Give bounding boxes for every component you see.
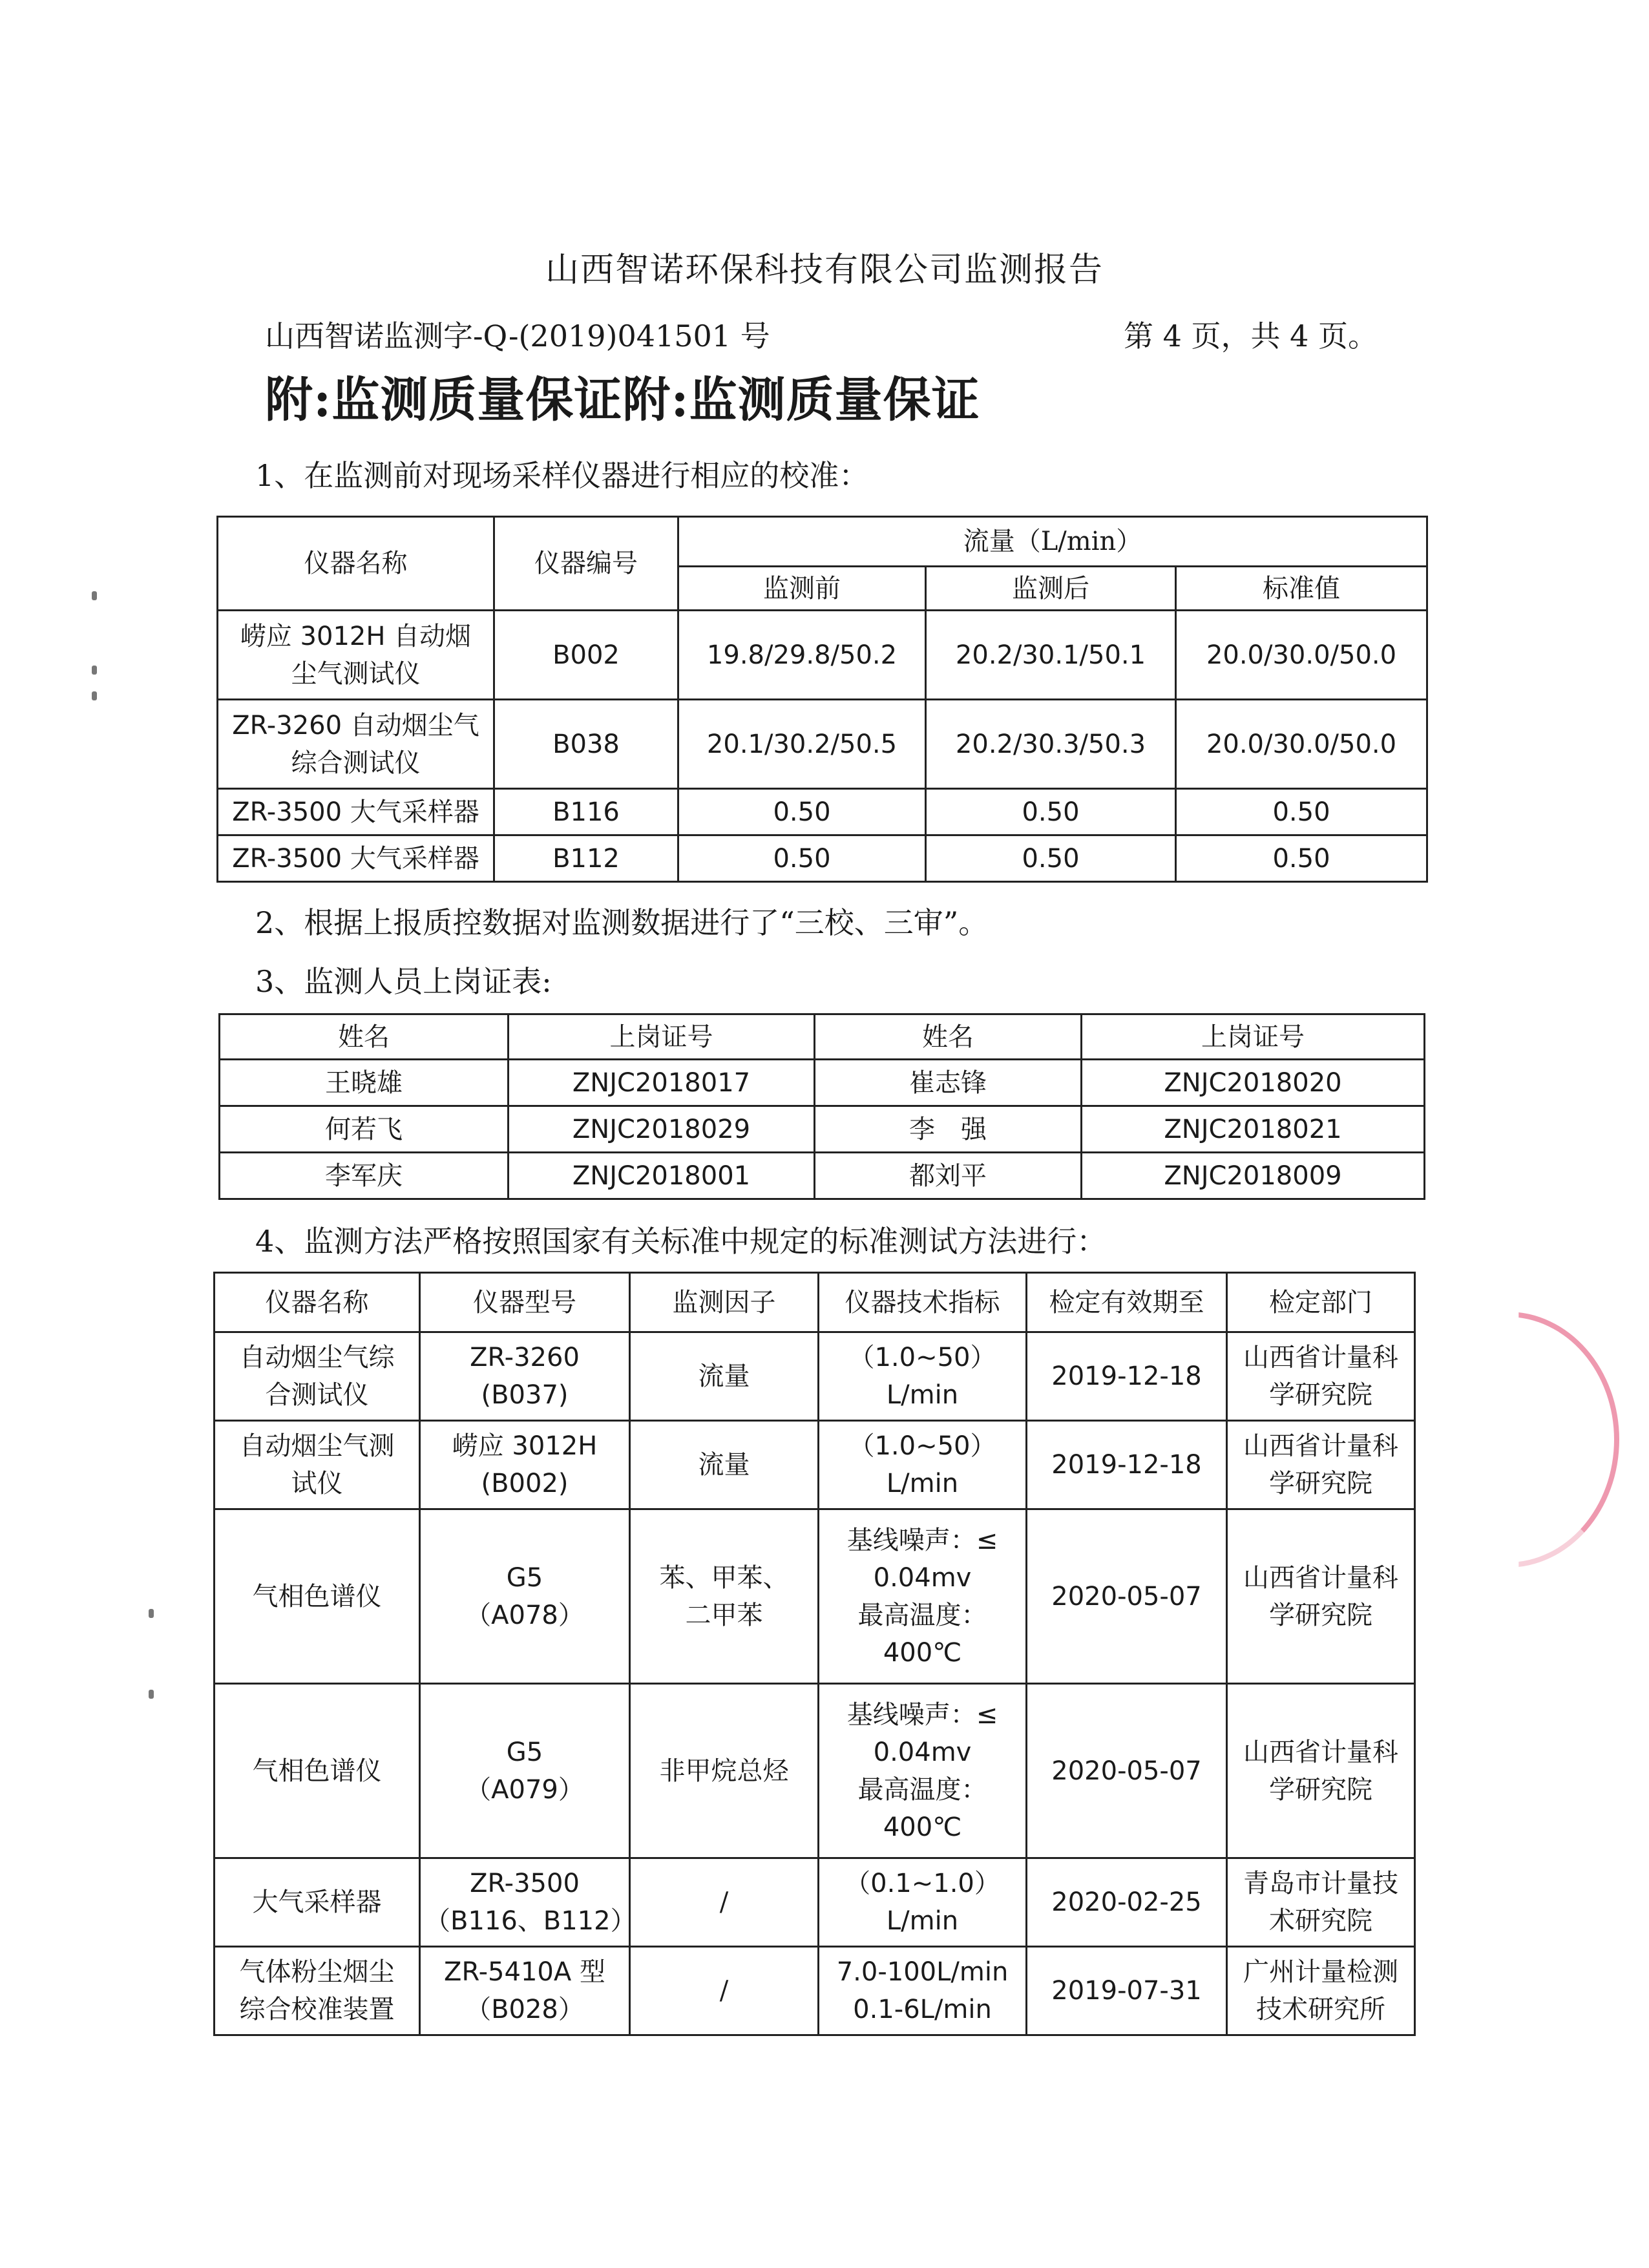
equip-spec-line: L/min	[886, 1469, 959, 1498]
equip-spec-line: 400℃	[883, 1812, 962, 1842]
equip-factor-line: /	[719, 1976, 729, 2006]
equip-factor	[630, 1684, 819, 1858]
cal-before: 19.8/29.8/50.2	[678, 611, 926, 700]
cal-before: 0.50	[678, 789, 926, 835]
equip-header-dept: 检定部门	[1227, 1273, 1415, 1332]
equip-spec-line: 0.04mv	[873, 1562, 972, 1593]
equip-valid	[1027, 1684, 1227, 1858]
cal-code: B112	[494, 835, 678, 882]
equip-valid-line: 2020-02-25	[1051, 1887, 1202, 1917]
equip-dept	[1227, 1332, 1415, 1421]
report-title: 山西智诺环保科技有限公司监测报告	[545, 251, 1104, 289]
equip-valid	[1027, 1858, 1227, 1947]
equip-spec-line: 400℃	[883, 1637, 962, 1668]
equip-dept-line: 山西省计量科	[1243, 1343, 1398, 1372]
staff-cert: ZNJC2018001	[509, 1153, 815, 1199]
equipment-header-row	[215, 1273, 1415, 1332]
equip-dept-line: 学研究院	[1269, 1380, 1372, 1410]
equip-dept-line: 山西省计量科	[1243, 1431, 1398, 1461]
equip-spec-line: （0.1~1.0）	[845, 1869, 1000, 1898]
equip-factor	[630, 1332, 819, 1421]
section2-text: 2、根据上报质控数据对监测数据进行了“三校、三审”。	[255, 905, 989, 940]
table-row	[218, 611, 1427, 700]
equip-dept-line: 山西省计量科	[1243, 1562, 1398, 1593]
staff-cert: ZNJC2018009	[1082, 1153, 1425, 1199]
cal-after: 0.50	[926, 789, 1176, 835]
equip-spec-line: 0.04mv	[873, 1737, 972, 1767]
equip-dept	[1227, 1947, 1415, 2035]
equip-valid-line: 2019-12-18	[1051, 1361, 1202, 1391]
equip-header-factor: 监测因子	[630, 1273, 819, 1332]
staff-header-row	[220, 1014, 1425, 1060]
equip-header-spec: 仪器技术指标	[819, 1273, 1027, 1332]
equip-dept	[1227, 1684, 1415, 1858]
cal-name-line: 尘气测试仪	[291, 658, 421, 689]
cal-standard: 20.0/30.0/50.0	[1176, 611, 1427, 700]
equip-factor-line: 流量	[698, 1361, 750, 1391]
equip-model-line: (B002)	[481, 1469, 569, 1498]
equip-model-line: 崂应 3012H	[452, 1431, 598, 1461]
cal-before: 20.1/30.2/50.5	[678, 700, 926, 789]
equip-model-line: （B116、B112）	[425, 1906, 636, 1936]
equip-spec-line: （1.0~50）	[848, 1431, 996, 1461]
equip-factor-line: 非甲烷总烃	[659, 1756, 789, 1786]
staff-cert: ZNJC2018029	[509, 1106, 815, 1153]
equip-factor-line: /	[719, 1887, 729, 1917]
equip-model	[420, 1947, 630, 2035]
cal-after: 20.2/30.3/50.3	[926, 700, 1176, 789]
equip-dept-line: 青岛市计量技	[1243, 1869, 1398, 1898]
equip-model	[420, 1509, 630, 1684]
equip-spec	[819, 1509, 1027, 1684]
equip-model	[420, 1421, 630, 1509]
equip-spec	[819, 1858, 1027, 1947]
table-row	[215, 1684, 1415, 1858]
scan-mark	[92, 666, 97, 675]
equip-spec-line: 基线噪声：≤	[846, 1699, 998, 1730]
cal-name-line: ZR-3260 自动烟尘气	[232, 710, 479, 740]
equip-model-line: （B028）	[465, 1995, 584, 2024]
scan-mark	[149, 1690, 154, 1699]
equip-dept	[1227, 1421, 1415, 1509]
equip-name-line: 自动烟尘气综	[239, 1343, 395, 1372]
cal-standard: 20.0/30.0/50.0	[1176, 700, 1427, 789]
equip-name	[215, 1332, 420, 1421]
equip-valid	[1027, 1509, 1227, 1684]
equip-name-line: 气相色谱仪	[252, 1756, 382, 1786]
report-number: 山西智诺监测字-Q-(2019)041501 号	[265, 319, 770, 353]
equip-dept-line: 学研究院	[1269, 1469, 1372, 1498]
equip-spec	[819, 1947, 1027, 2035]
equip-name	[215, 1421, 420, 1509]
equip-valid-line: 2020-05-07	[1051, 1581, 1202, 1612]
equip-dept-line: 学研究院	[1269, 1774, 1372, 1805]
equip-model-line: ZR-3500	[470, 1869, 580, 1898]
calibration-table	[216, 516, 1428, 883]
equip-dept-line: 技术研究所	[1256, 1995, 1385, 2024]
staff-name: 李军庆	[220, 1153, 509, 1199]
equip-spec	[819, 1421, 1027, 1509]
appendix-title: 附:监测质量保证附:监测质量保证	[265, 372, 980, 428]
table-row	[215, 1858, 1415, 1947]
equip-model-line: G5	[506, 1562, 543, 1593]
equip-factor	[630, 1947, 819, 2035]
equip-spec-line: 0.1-6L/min	[853, 1995, 992, 2024]
calibration-header-row	[218, 517, 1427, 567]
equip-model-line: （A078）	[465, 1600, 584, 1630]
staff-name: 王晓雄	[220, 1060, 509, 1106]
equip-name-line: 综合校准装置	[239, 1995, 395, 2024]
equip-name	[215, 1509, 420, 1684]
equip-spec-line: 基线噪声：≤	[846, 1525, 998, 1555]
staff-name: 何若飞	[220, 1106, 509, 1153]
equip-factor-line: 苯、甲苯、	[659, 1562, 789, 1593]
equip-model-line: (B037)	[481, 1380, 569, 1410]
scan-mark	[149, 1609, 154, 1618]
equip-dept-line: 山西省计量科	[1243, 1737, 1398, 1767]
equip-dept	[1227, 1509, 1415, 1684]
staff-cert: ZNJC2018020	[1082, 1060, 1425, 1106]
equip-name-line: 气相色谱仪	[252, 1581, 382, 1612]
cal-standard: 0.50	[1176, 789, 1427, 835]
equip-valid-line: 2019-12-18	[1051, 1450, 1202, 1480]
staff-certificate-table	[218, 1013, 1425, 1200]
staff-header-name: 姓名	[815, 1014, 1082, 1060]
page-info: 第 4 页，共 4 页。	[1123, 319, 1378, 353]
cal-name-line: ZR-3500 大气采样器	[218, 789, 494, 835]
table-row	[220, 1060, 1425, 1106]
staff-header-name: 姓名	[220, 1014, 509, 1060]
cal-name-line: 综合测试仪	[291, 748, 421, 778]
table-row	[218, 789, 1427, 835]
equip-spec-line: （1.0~50）	[848, 1343, 996, 1372]
cal-header-after: 监测后	[926, 567, 1176, 611]
equip-valid	[1027, 1421, 1227, 1509]
cal-after: 0.50	[926, 835, 1176, 882]
equip-factor	[630, 1509, 819, 1684]
cal-name-line: 崂应 3012H 自动烟	[240, 621, 472, 651]
equip-model-line: G5	[506, 1737, 543, 1767]
cal-code: B038	[494, 700, 678, 789]
equip-dept	[1227, 1858, 1415, 1947]
table-row	[218, 835, 1427, 882]
equip-spec-line: 7.0-100L/min	[836, 1957, 1009, 1987]
equip-header-model: 仪器型号	[420, 1273, 630, 1332]
equip-factor	[630, 1421, 819, 1509]
equip-dept-line: 广州计量检测	[1243, 1957, 1398, 1987]
scan-mark	[92, 591, 97, 600]
table-row	[215, 1332, 1415, 1421]
equip-model-line: （A079）	[465, 1774, 584, 1805]
staff-header-cert: 上岗证号	[1082, 1014, 1425, 1060]
equip-header-name: 仪器名称	[215, 1273, 420, 1332]
section4-heading: 4、监测方法严格按照国家有关标准中规定的标准测试方法进行：	[255, 1224, 1107, 1259]
cal-after: 20.2/30.1/50.1	[926, 611, 1176, 700]
staff-cert: ZNJC2018021	[1082, 1106, 1425, 1153]
staff-name: 李 强	[815, 1106, 1082, 1153]
equip-factor-line: 二甲苯	[685, 1600, 763, 1630]
equip-name-line: 合测试仪	[265, 1380, 369, 1410]
table-row	[215, 1509, 1415, 1684]
equip-spec-line: L/min	[886, 1380, 959, 1410]
equip-model	[420, 1332, 630, 1421]
equip-spec	[819, 1332, 1027, 1421]
cal-header-code: 仪器编号	[494, 517, 678, 611]
equip-valid	[1027, 1332, 1227, 1421]
equip-name	[215, 1684, 420, 1858]
equip-model-line: ZR-5410A 型	[444, 1957, 605, 1987]
cal-before: 0.50	[678, 835, 926, 882]
equip-dept-line: 术研究院	[1269, 1906, 1372, 1936]
table-row	[215, 1421, 1415, 1509]
table-row	[215, 1947, 1415, 2035]
equip-valid-line: 2020-05-07	[1051, 1756, 1202, 1786]
equip-model	[420, 1684, 630, 1858]
staff-name: 崔志锋	[815, 1060, 1082, 1106]
equip-spec-line: 最高温度：	[857, 1600, 987, 1630]
equip-factor-line: 流量	[698, 1450, 750, 1480]
cal-header-name: 仪器名称	[218, 517, 494, 611]
official-seal-stamp	[1396, 1312, 1619, 1568]
equipment-table	[213, 1272, 1416, 2036]
equip-valid-line: 2019-07-31	[1051, 1976, 1202, 2006]
equip-name-line: 自动烟尘气测	[239, 1431, 395, 1461]
section3-heading: 3、监测人员上岗证表:	[255, 964, 552, 999]
equip-name-line: 试仪	[291, 1469, 343, 1498]
scan-mark	[92, 691, 97, 700]
equip-name	[215, 1858, 420, 1947]
equip-spec-line: 最高温度：	[857, 1774, 987, 1805]
equip-valid	[1027, 1947, 1227, 2035]
staff-name: 都刘平	[815, 1153, 1082, 1199]
cal-header-standard: 标准值	[1176, 567, 1427, 611]
table-row	[220, 1153, 1425, 1199]
staff-cert: ZNJC2018017	[509, 1060, 815, 1106]
section1-heading: 1、在监测前对现场采样仪器进行相应的校准：	[255, 458, 869, 493]
equip-spec-line: L/min	[886, 1906, 959, 1936]
equip-spec	[819, 1684, 1027, 1858]
equip-dept-line: 学研究院	[1269, 1600, 1372, 1630]
equip-header-valid: 检定有效期至	[1027, 1273, 1227, 1332]
equip-name-line: 气体粉尘烟尘	[239, 1957, 395, 1987]
equip-model	[420, 1858, 636, 1947]
equip-name-line: 大气采样器	[252, 1887, 382, 1917]
cal-code: B116	[494, 789, 678, 835]
cal-header-flow: 流量（L/min）	[678, 517, 1427, 567]
cal-code: B002	[494, 611, 678, 700]
equip-model-line: ZR-3260	[470, 1343, 580, 1372]
table-row	[220, 1106, 1425, 1153]
cal-standard: 0.50	[1176, 835, 1427, 882]
equip-name	[215, 1947, 420, 2035]
cal-header-before: 监测前	[678, 567, 926, 611]
table-row	[218, 700, 1427, 789]
staff-header-cert: 上岗证号	[509, 1014, 815, 1060]
equip-factor	[630, 1858, 819, 1947]
cal-name-line: ZR-3500 大气采样器	[218, 835, 494, 882]
